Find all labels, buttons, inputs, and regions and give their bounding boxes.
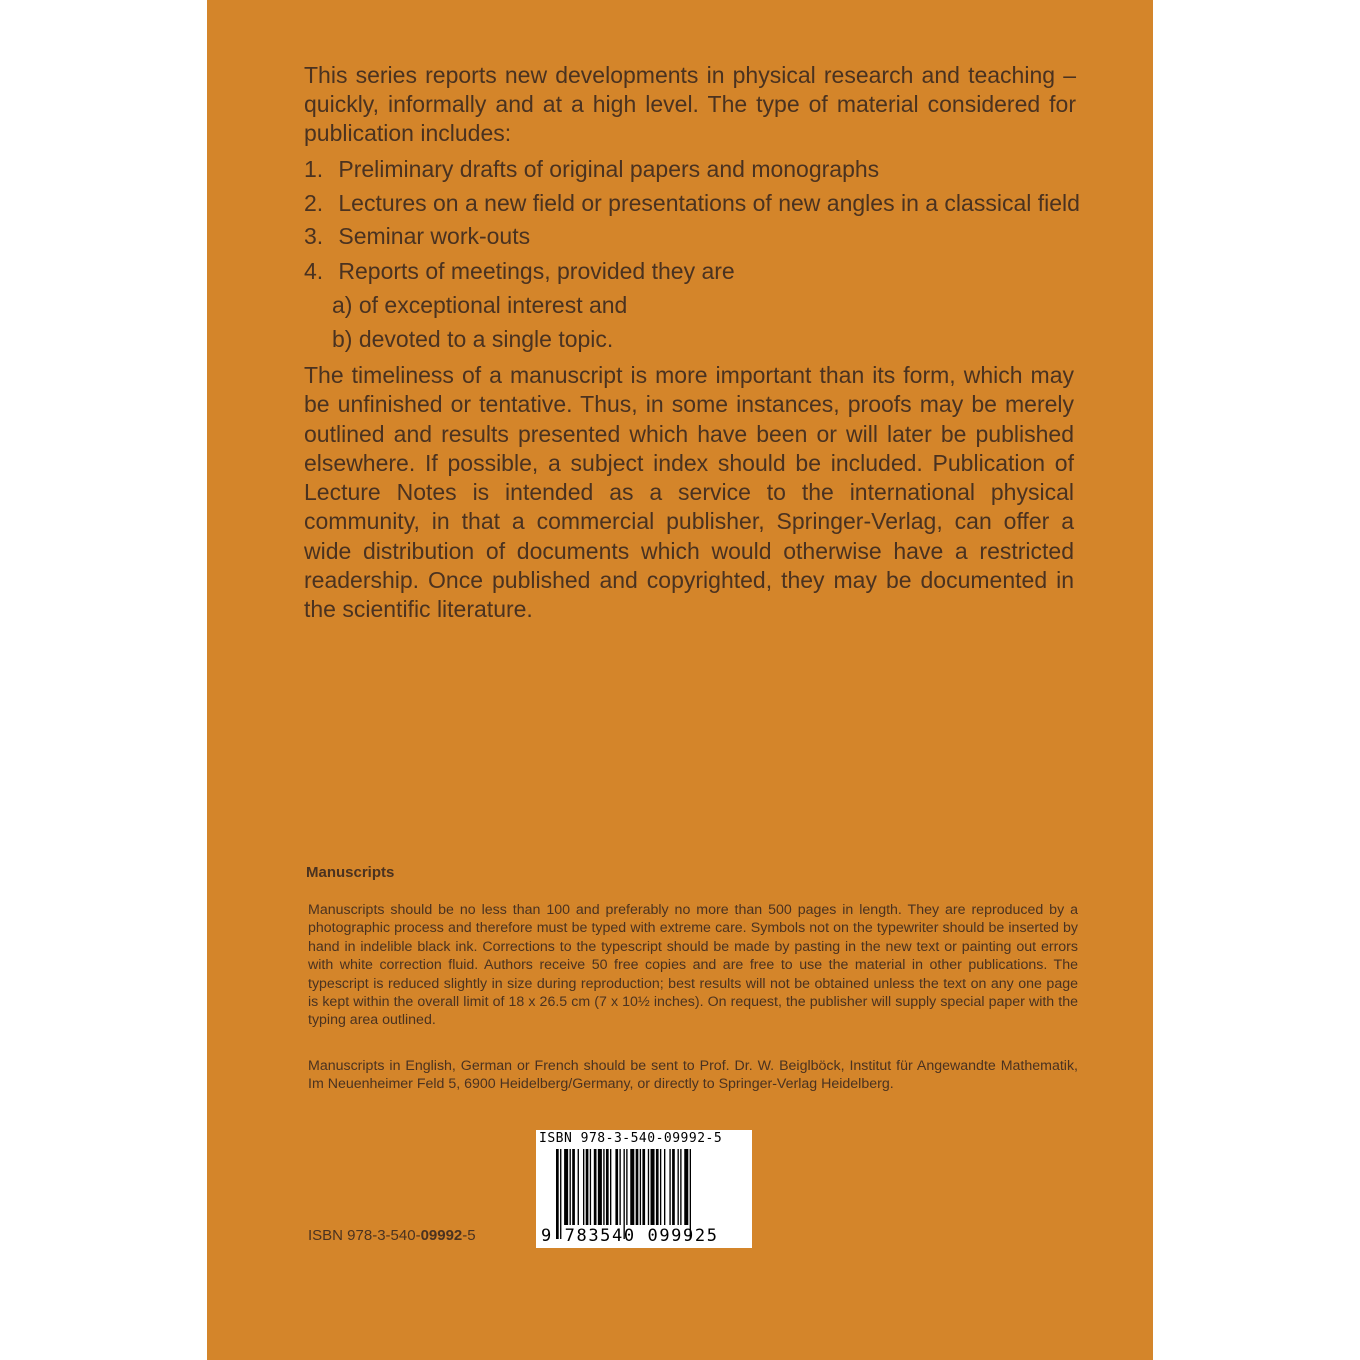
barcode-bar: [619, 1149, 620, 1225]
isbn-barcode: [536, 1130, 752, 1248]
isbn-prefix: ISBN 978-3-540-: [308, 1227, 421, 1244]
barcode-bar: [570, 1149, 571, 1225]
list-text: Lectures on a new field or presentations of new angles in a classical field: [338, 190, 1080, 216]
book-back-cover: [207, 0, 1153, 1360]
list-text: Seminar work-outs: [338, 223, 531, 249]
barcode-bar: [648, 1149, 649, 1225]
list-item: [304, 258, 735, 285]
list-number: 3.: [304, 223, 324, 249]
barcode-bar: [672, 1149, 675, 1225]
sublist-item: b) devoted to a single topic.: [332, 326, 614, 352]
isbn-suffix: -5: [462, 1227, 476, 1244]
barcode-bar: [586, 1149, 589, 1225]
barcode-bar: [660, 1149, 661, 1225]
list-item: [304, 223, 530, 250]
isbn-label: [308, 1227, 476, 1244]
barcode-bar: [598, 1149, 602, 1225]
manuscripts-paragraph: Manuscripts should be no less than 100 and preferably no more than 500 pages in length. They are reproduced by a photographic process and therefore must be typed with extreme care. Symbols not on the typewriter should be inserted by hand in indelible black ink. Corrections to the typescript should be made by pasting in the new text or painting out errors with white correction fluid. Authors receive 50 free copies and are free to use the material in other publications. The typescript is reduced slightly in size during reproduction; best results will not be obtained unless the text on any one page is kept within the overall limit of 18 x 26.5 cm (7 x 10½ inches). On request, the publisher will supply special paper with the typing area outlined.: [308, 902, 1078, 1029]
barcode-bar: [651, 1149, 655, 1225]
barcode-bar: [678, 1149, 679, 1225]
list-text: Reports of meetings, provided they are: [338, 258, 735, 284]
barcode-bar: [594, 1149, 597, 1225]
barcode-bar: [603, 1149, 604, 1225]
timeliness-paragraph: The timeliness of a manuscript is more important than its form, which may be unfinished or tentative. Thus, in some instances, proofs may be merely outlined and results presented which have been or will later be published elsewhere. If possible, a subject index should be included. Publication of Lecture Notes is intended as a service to the international physical community, in that a commercial publisher, Springer-Verlag, can offer a wide distribution of documents which would otherwise have a restricted readership. Once published and copyrighted, they may be documented in the scientific literature.: [304, 362, 1074, 623]
list-item: [304, 156, 879, 183]
sublist-item: a) of exceptional interest and: [332, 292, 628, 318]
intro-paragraph: This series reports new developments in physical research and teaching – quickly, informally and at a high level. The type of material considered for publication includes:: [304, 62, 1076, 146]
barcode-bar: [656, 1149, 659, 1225]
list-number: 4.: [304, 258, 324, 284]
isbn-bold-part: 09992: [420, 1227, 463, 1244]
barcode-bar: [578, 1149, 579, 1225]
barcode-isbn-text: ISBN 978-3-540-09992-5: [539, 1131, 723, 1146]
list-text: Preliminary drafts of original papers and monographs: [338, 156, 880, 182]
barcode-bar: [572, 1149, 575, 1225]
list-item: [304, 190, 1080, 217]
barcode-bar: [626, 1149, 627, 1225]
barcode-bar: [564, 1149, 568, 1225]
barcode-bar: [684, 1149, 688, 1225]
barcode-bar: [664, 1149, 665, 1225]
barcode-bar: [630, 1149, 634, 1225]
barcode-bar: [640, 1149, 641, 1225]
barcode-digits: 9 783540 099925: [541, 1226, 719, 1246]
manuscripts-heading: Manuscripts: [306, 864, 395, 881]
barcode-bar: [606, 1149, 609, 1225]
barcode-bar: [636, 1149, 639, 1225]
barcode-bar: [615, 1149, 618, 1225]
manuscripts-address-paragraph: Manuscripts in English, German or French should be sent to Prof. Dr. W. Beiglböck, Institut für Angewandte Mathematik, Im Neuenheimer Feld 5, 6900 Heidelberg/Germany, or directly to Springer-Verlag Heidelberg.: [308, 1058, 1078, 1093]
barcode-bar: [610, 1149, 611, 1225]
barcode-bar: [680, 1149, 681, 1225]
barcode-bar: [583, 1149, 584, 1225]
list-number: 1.: [304, 156, 324, 182]
barcode-bar: [669, 1149, 670, 1225]
list-number: 2.: [304, 190, 324, 216]
barcode-bar: [642, 1149, 645, 1225]
barcode-bar: [590, 1149, 591, 1225]
